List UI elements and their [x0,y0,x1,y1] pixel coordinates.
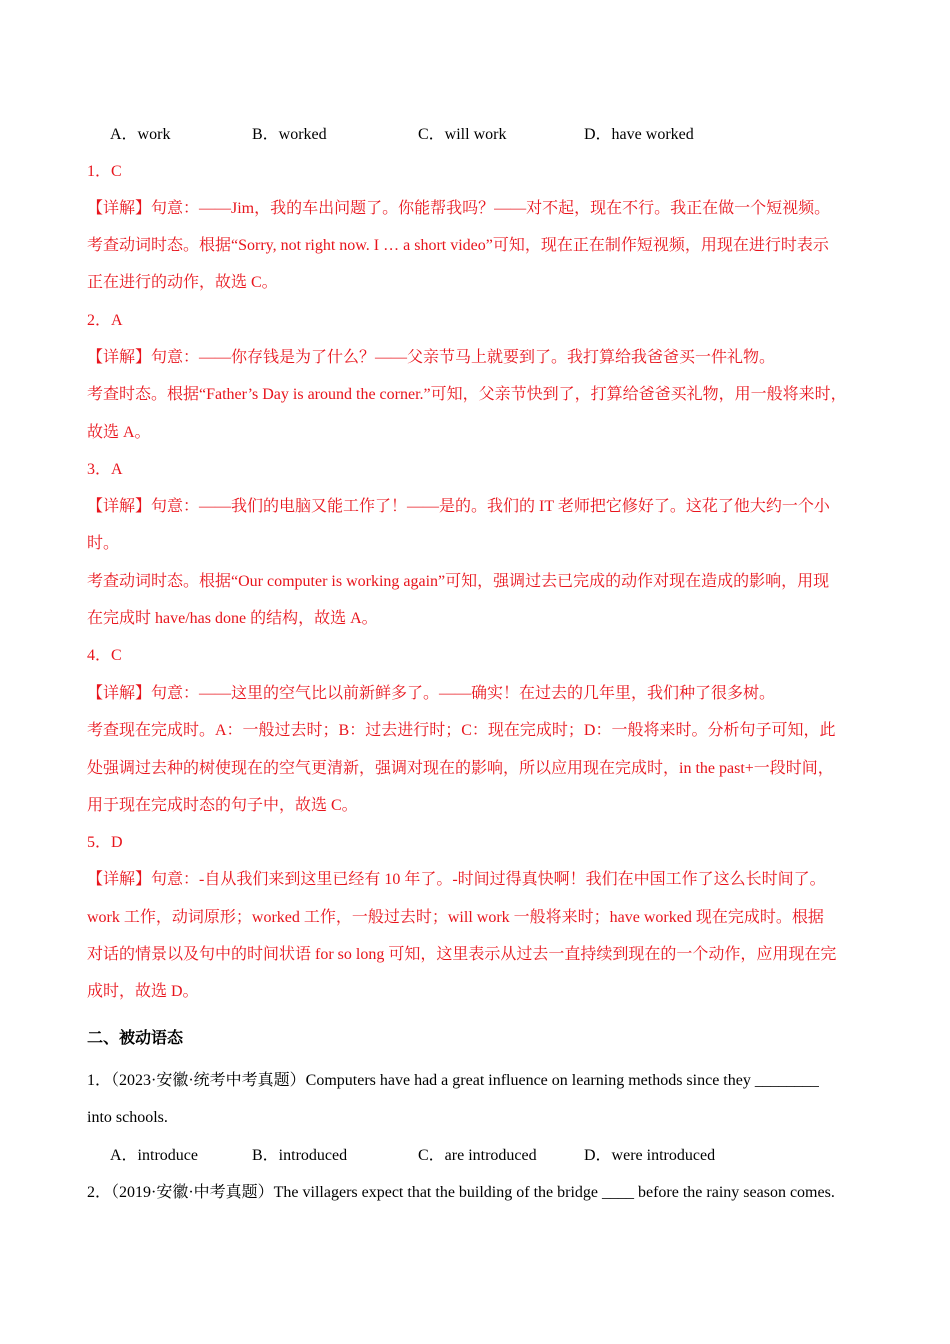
answer-explanation-line: 正在进行的动作，故选 C。 [87,274,278,291]
option-d: D．were introduced [584,1147,716,1164]
answer-explanation-line: 用于现在完成时态的句子中，故选 C。 [87,797,358,814]
option-a: A．work [110,126,171,143]
answer-number: 2．A [87,312,123,329]
answer-explanation-line: 【详解】句意：——Jim，我的车出问题了。你能帮我吗？——对不起，现在不行。我正在做一个短视频。 [87,200,831,217]
answer-explanation-line: 【详解】句意：——你存钱是为了什么？——父亲节马上就要到了。我打算给我爸爸买一件礼物。 [87,349,776,366]
option-c: C．are introduced [418,1147,537,1164]
answer-explanation-line: 【详解】句意：——我们的电脑又能工作了！——是的。我们的 IT 老师把它修好了。这花了他大约一个小 [87,498,830,515]
answer-explanation-line: 故选 A。 [87,424,151,441]
answer-number: 5．D [87,834,123,851]
answer-explanation-line: 考查动词时态。根据“Sorry, not right now. I … a short video”可知，现在正在制作短视频，用现在进行时表示 [87,237,829,254]
answer-explanation-line: 处强调过去种的树使现在的空气更清新，强调对现在的影响，所以应用现在完成时，in the past+一段时间， [87,760,834,777]
option-b: B．introduced [252,1147,348,1164]
answer-explanation-line: 成时，故选 D。 [87,983,199,1000]
answer-explanation-line: 【详解】句意：——这里的空气比以前新鲜多了。——确实！在过去的几年里，我们种了很多树。 [87,685,776,702]
answer-explanation-line: 在完成时 have/has done 的结构，故选 A。 [87,610,378,627]
answer-explanation-line: 时。 [87,535,120,552]
question-text: 2．（2019·安徽·中考真题）The villagers expect that the building of the bridge ____ before the rainy season comes. [87,1184,835,1201]
section-heading: 二、被动语态 [87,1028,184,1047]
question-text: into schools. [87,1109,168,1126]
answer-explanation-line: 【详解】句意：-自从我们来到这里已经有 10 年了。-时间过得真快啊！我们在中国工作了这么长时间了。 [87,871,826,888]
option-c: C．will work [418,126,507,143]
option-d: D．have worked [584,126,694,143]
answer-explanation-line: 对话的情景以及句中的时间状语 for so long 可知，这里表示从过去一直持续到现在的一个动作，应用现在完 [87,946,837,963]
answer-explanation-line: 考查动词时态。根据“Our computer is working again”可知，强调过去已完成的动作对现在造成的影响，用现 [87,573,830,590]
answer-explanation-line: 考查时态。根据“Father’s Day is around the corner.”可知，父亲节快到了，打算给爸爸买礼物，用一般将来时， [87,386,847,403]
option-b: B．worked [252,126,327,143]
answer-number: 4．C [87,647,122,664]
question-text: 1．（2023·安徽·统考中考真题）Computers have had a great influence on learning methods since they ________ [87,1072,819,1089]
answer-explanation-line: 考查现在完成时。A：一般过去时；B：过去进行时；C：现在完成时；D：一般将来时。分析句子可知，此 [87,722,836,739]
option-a: A．introduce [110,1147,198,1164]
answer-number: 3．A [87,461,123,478]
answer-explanation-line: work 工作，动词原形；worked 工作，一般过去时；will work 一般将来时；have worked 现在完成时。根据 [87,909,824,926]
answer-number: 1．C [87,163,122,180]
